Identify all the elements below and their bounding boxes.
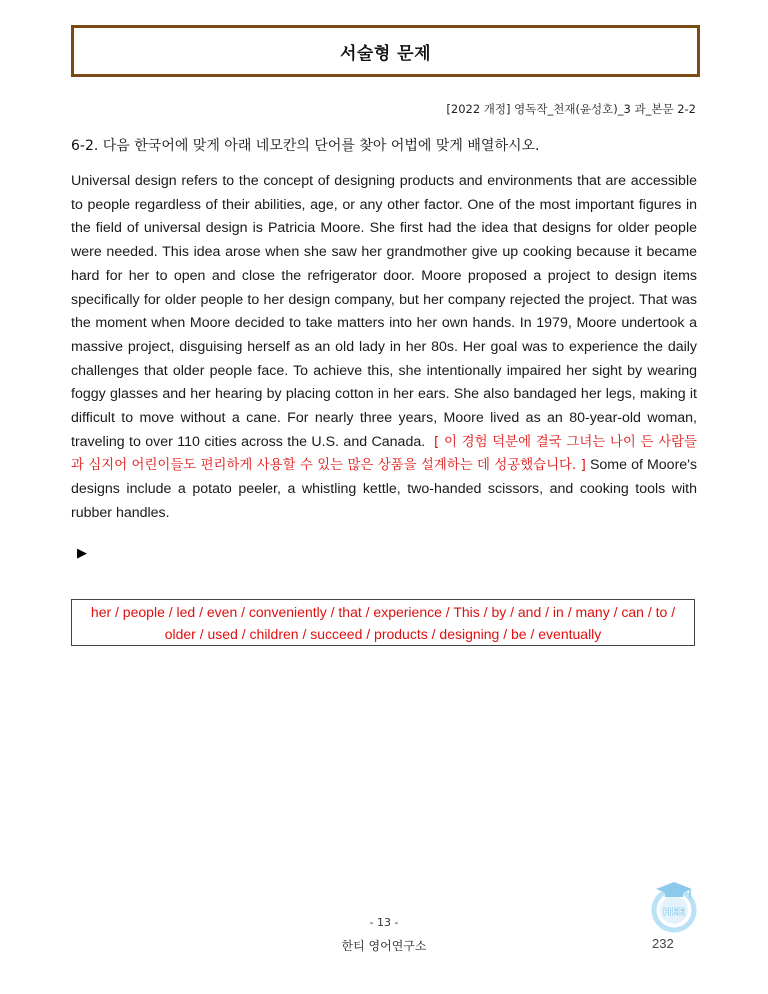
title-box: [71, 25, 700, 77]
page-title: 서술형 문제: [339, 43, 432, 64]
word-bank: [71, 599, 695, 646]
passage-text-after: Some of Moore's designs include a potato peeler, a whistling kettle, two-handed scissors, and cooking tools with rubber handles.: [71, 457, 697, 521]
page-number: - 13 -: [369, 916, 399, 929]
passage: [71, 170, 697, 526]
question-prompt: 6-2. 다음 한국어에 맞게 아래 네모칸의 단어를 찾아 어법에 맞게 배열하시오.: [71, 138, 540, 154]
passage-text-before: Universal design refers to the concept of designing products and environments that are accessible to people regardless of their abilities, age, or any other factor. One of the most important figures in the field of universal design is Patricia Moore. She first had the idea that designs for older people were needed. This idea arose when she saw her grandmother give up cooking because it became hard for her to open and close the refrigerator door. Moore proposed a project to design items specifically for older people to her design company, but her company rejected the project. That was the moment when Moore decided to take matters into her own hands. In 1979, Moore undertook a massive project, disguising herself as an old lady in her 80s. Her goal was to experience the daily challenges that older people face. To achieve this, she intentionally impaired her sight by wearing foggy glasses and her hearing by placing cotton in her ears. She also bandaged her legs, making it difficult to move without a cane. For nearly three years, Moore lived as an 80-year-old woman, traveling to over 110 cities across the U.S. and Canada.: [71, 173, 697, 450]
word-bank-text: her / people / led / even / conveniently / that / experience / This / by / and / in / many / can / to / older / used / children / succeed / products / designing / be / eventually: [90, 603, 676, 642]
hee-logo-icon: [650, 878, 698, 936]
publisher-name: 한티 영어연구소: [341, 939, 427, 953]
corner-number: 232: [652, 936, 674, 951]
logo-text: HEE: [662, 907, 686, 918]
source-reference: [2022 개정] 영독작_천재(윤성호)_3 과_본문 2-2: [446, 102, 696, 116]
answer-arrow-icon: ▶: [77, 546, 87, 561]
korean-translation: [ 이 경험 덕분에 결국 그녀는 나이 든 사람들과 심지어 어린이들도 편리하게 사용할 수 있는 많은 상품을 설계하는 데 성공했습니다. ]: [71, 434, 697, 474]
